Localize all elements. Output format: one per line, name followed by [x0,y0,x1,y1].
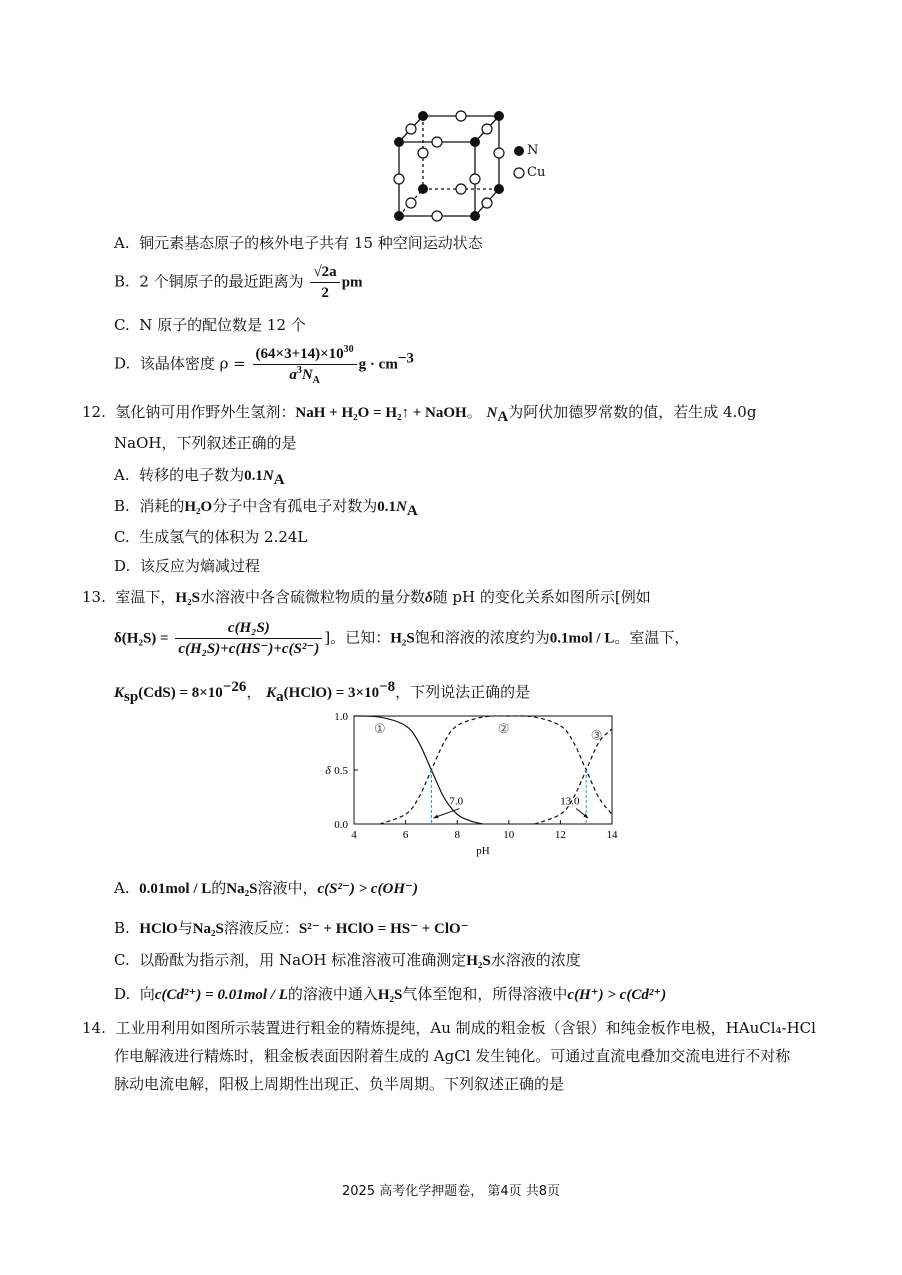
legend-cu-label: Cu [527,165,546,180]
q11-d-fraction: $\frac{(64\times 3+14)\times 10^{30}}{a^3N_A}$ [253,344,357,385]
plot-frame [354,716,612,824]
q13-delta-fraction: $\frac{\text{c(H₂S)}}{\text{c(H₂S)+c(HS⁻)+c(S²⁻)}}$ [175,618,322,659]
q11-option-a: A. 铜元素基态原子的核外电子共有 15 种空间运动状态 [114,234,483,252]
q12-stem-line2: NaOH，下列叙述正确的是 [114,434,297,452]
x-tick-label: 14 [606,829,618,841]
q13-stem-line2: δ(H₂S) = $\frac{\text{c(H₂S)}}{\text{c(H₂S)+c(HS⁻)+c(S²⁻)}}$ ]。已知：H₂S饱和溶液的浓度约为0.1mol / L。室温下， [114,620,690,657]
q14-stem-line2: 作电解液进行精炼时，粗金板表面因附着生成的 AgCl 发生钝化。可通过直流电叠加交流电进行不对称 [114,1047,791,1065]
q13-stem-line1: 13. 室温下，H₂S水溶液中各含硫微粒物质的量分数δ随 pH 的变化关系如图所示[例如 [82,588,651,606]
q12-option-c: C. 生成氢气的体积为 2.24L [114,528,308,546]
q12-option-b: B. 消耗的H₂O分子中含有孤电子对数为$0.1N_A$ [114,497,418,519]
q11-b-fraction: $\frac{√2a}{2}$ [310,262,339,303]
x-axis-label: pH [476,845,490,857]
x-tick-label: 10 [503,829,515,841]
q11-option-d: D. 该晶体密度 ρ = $\frac{(64\times 3+14)\times 10^{30}}{a^3N_A}$ $g \cdot cm^{-3}$ [114,344,414,386]
x-tick-label: 12 [554,829,566,841]
annotation-arrowhead-1 [433,815,438,819]
x-tick-label: 6 [402,829,409,841]
q14-stem-line3: 脉动电流电解，阳极上周期性出现正、负半周期。下列叙述正确的是 [114,1075,565,1093]
page-footer: 2025 高考化学押题卷， 第4页 共8页 [341,1184,561,1199]
q11-option-c: C. N 原子的配位数是 12 个 [114,316,306,334]
distribution-chart [320,706,630,866]
series-line-2 [380,716,612,824]
q12-stem-line1: 12. 氢化钠可用作野外生氢剂：NaH + H₂O = H₂↑ + NaOH。 $N_A$为阿伏加德罗常数的值，若生成 4.0g [82,403,757,425]
q13-option-b: B. HClO与Na₂S溶液反应：S²⁻ + HClO = HS⁻ + ClO⁻ [114,919,469,937]
annotation-label-2: 13.0 [560,795,580,808]
y-tick-label: 0.5 [334,765,348,777]
series-label-2: ② [497,721,510,737]
q11-option-b: B. 2 个铜原子的最近距离为 $\frac{√2a}{2}$ pm [114,264,363,301]
x-tick-label: 4 [351,829,357,841]
x-tick-label: 8 [454,829,460,841]
q13-option-c: C. 以酚酞为指示剂，用 NaOH 标准溶液可准确测定H₂S水溶液的浓度 [114,951,581,969]
y-tick-label: 1.0 [334,711,348,723]
legend-n-label: N [527,143,539,158]
y-axis-label: δ [325,763,331,777]
annotation-label-1: 7.0 [449,795,464,808]
series-label-1: ① [373,721,386,737]
q13-stem-line3: $K_{sp}(CdS) = 8\times 10^{-26}$， $K_a(HClO) = 3\times 10^{-8}$，下列说法正确的是 [114,679,531,705]
y-tick-label: 0.0 [334,819,348,831]
q14-stem-line1: 14. 工业用利用如图所示装置进行粗金的精炼提纯，Au 制成的粗金板（含银）和纯金板作电极，HAuCl₄-HCl [82,1019,816,1037]
q13-option-a: A. 0.01mol / L的Na₂S溶液中，c(S²⁻) > c(OH⁻) [114,879,418,897]
q12-option-d: D. 该反应为熵减过程 [114,557,260,575]
q12-option-a: A. 转移的电子数为$0.1N_A$ [114,466,285,488]
series-label-3: ③ [590,728,603,744]
q13-option-d: D. 向c(Cd²⁺) = 0.01mol / L的溶液中通入H₂S气体至饱和，所得溶液中c(H⁺) > c(Cd²⁺) [114,985,667,1003]
